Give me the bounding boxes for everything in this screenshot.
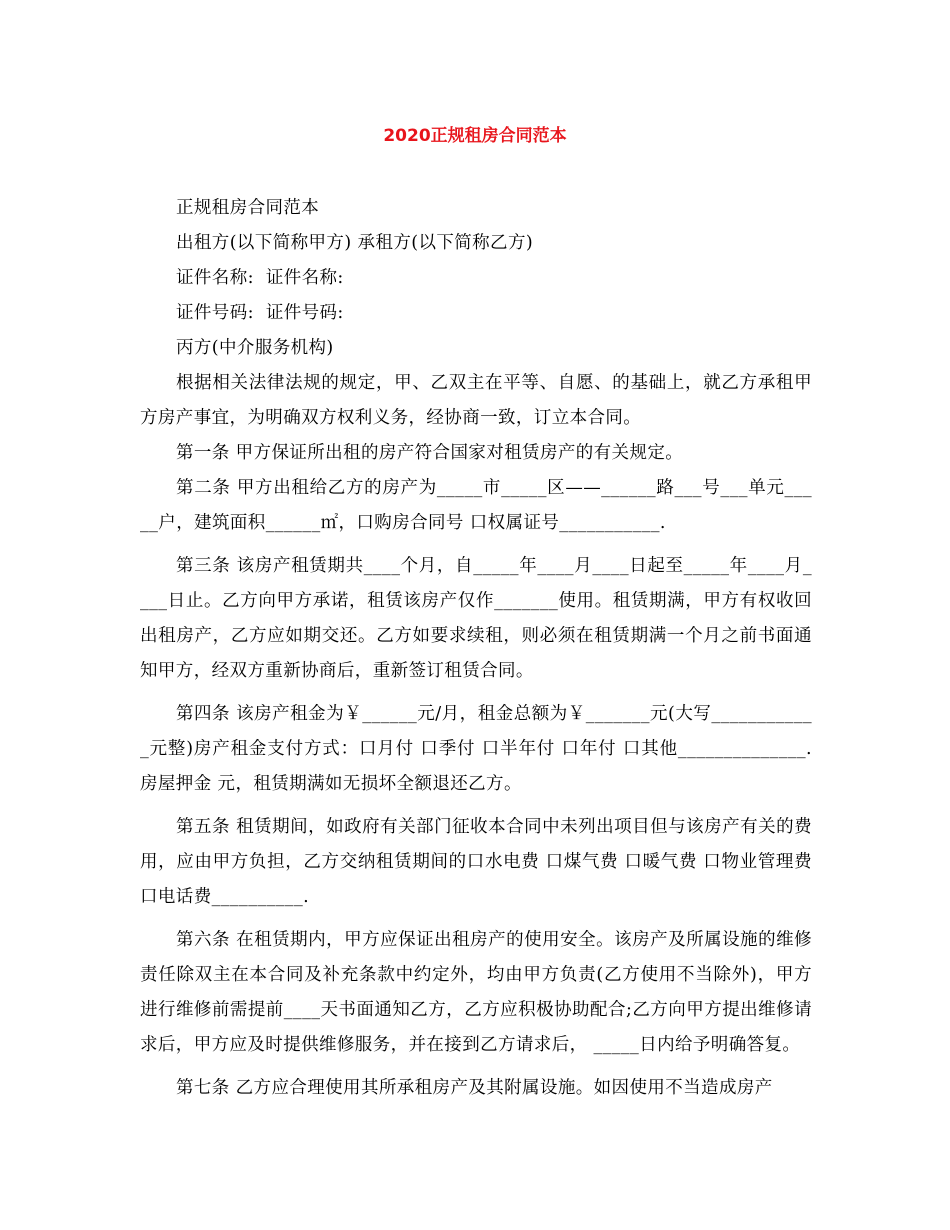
paragraph-article-3: 第三条 该房产租赁期共____个月，自_____年____月____日起至_____年____月____日止。乙方向甲方承诺，租赁该房产仅作_______使用。租赁期满，甲方有权收回出租房产，乙方应如期交还。乙方如要求续租，则必须在租赁期满一个月之前书面通知甲方，经双方重新协商后，重新签订租赁合同。 (140, 556, 812, 681)
paragraph-parties: 出租方(以下简称甲方) 承租方(以下简称乙方) (176, 233, 534, 253)
paragraph-agency: 丙方(中介服务机构) (176, 338, 334, 358)
paragraph-id-number: 证件号码: 证件号码: (176, 303, 344, 323)
paragraph-preamble: 根据相关法律法规的规定，甲、乙双主在平等、自愿、的基础上，就乙方承租甲方房产事宜，为明确双方权利义务，经协商一致，订立本合同。 (140, 373, 812, 428)
paragraph-heading: 正规租房合同范本 (176, 198, 320, 218)
paragraph-article-5: 第五条 租赁期间，如政府有关部门征收本合同中未列出项目但与该房产有关的费用，应由甲方负担，乙方交纳租赁期间的口水电费 口煤气费 口暖气费 口物业管理费 口电话费__________. (140, 817, 818, 907)
document-title: 2020正规租房合同范本 (383, 126, 567, 146)
paragraph-article-4: 第四条 该房产租金为￥______元/月，租金总额为￥_______元(大写____________元整)房产租金支付方式：口月付 口季付 口半年付 口年付 口其他______________.房屋押金 元，租赁期满如无损坏全额退还乙方。 (140, 704, 812, 794)
paragraph-article-2: 第二条 甲方出租给乙方的房产为_____市_____区——______路___号___单元_____户，建筑面积______㎡，口购房合同号 口权属证号___________. (140, 478, 812, 533)
paragraph-article-1: 第一条 甲方保证所出租的房产符合国家对租赁房产的有关规定。 (176, 443, 684, 463)
paragraph-id-name: 证件名称: 证件名称: (176, 268, 344, 288)
document-body (140, 191, 818, 1106)
paragraph-article-7: 第七条 乙方应合理使用其所承租房产及其附属设施。如因使用不当造成房产 (176, 1078, 773, 1098)
paragraph-article-6: 第六条 在租赁期内，甲方应保证出租房产的使用安全。该房产及所属设施的维修责任除双主在本合同及补充条款中约定外，均由甲方负责(乙方使用不当除外)，甲方进行维修前需提前____天书面通知乙方，乙方应积极协助配合;乙方向甲方提出维修请求后，甲方应及时提供维修服务，并在接到乙方请求后， _____日内给予明确答复。 (140, 930, 812, 1055)
